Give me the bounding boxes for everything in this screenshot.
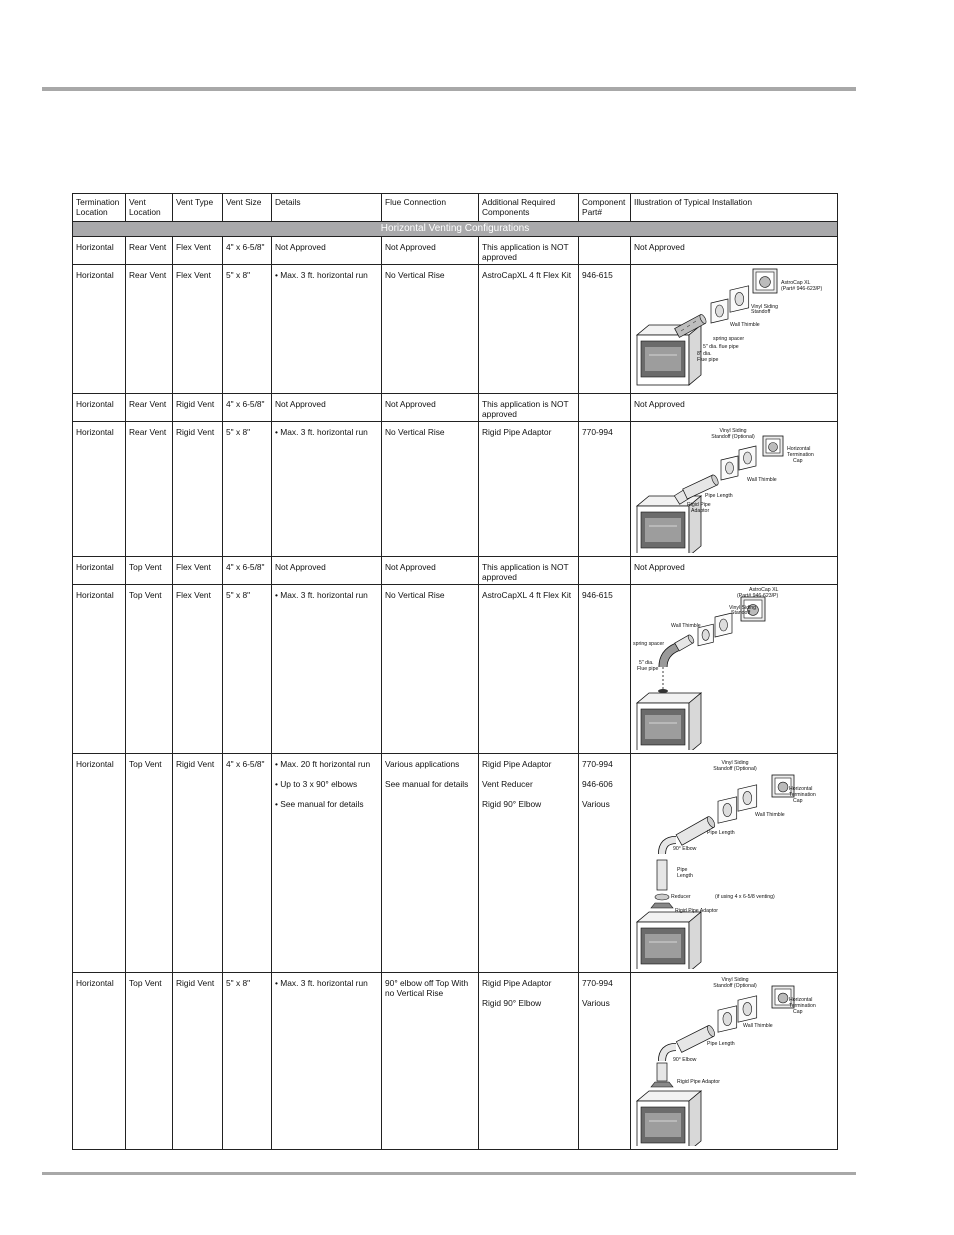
- illustration-label: spring spacer: [713, 336, 745, 342]
- vent-reducer: [655, 894, 669, 900]
- pipe-section: [657, 1063, 667, 1081]
- components-cell: [479, 973, 579, 1150]
- vent-type-cell: Flex Vent: [173, 265, 223, 394]
- part-number-cell-line: Various: [582, 799, 610, 809]
- illustration-label: Standoff: [731, 610, 751, 616]
- flue-connection-cell-line: Not Approved: [385, 562, 436, 572]
- illustration-label: Cap: [793, 458, 803, 464]
- part-number-cell-line: 770-994: [582, 759, 613, 769]
- vent-size-cell: 4" x 6-5/8": [223, 754, 272, 973]
- illustration-label: Termination: [787, 452, 814, 458]
- illustration-label: 90° Elbow: [673, 846, 697, 852]
- illustration-label: Wall Thimble: [743, 1023, 773, 1029]
- part-number-cell: [579, 585, 631, 754]
- components-cell: [479, 585, 579, 754]
- vent-size-cell: 5" x 8": [223, 585, 272, 754]
- termination-cap: [753, 269, 777, 293]
- illustration-label: Horizontal: [787, 446, 811, 452]
- details-cell: [272, 237, 382, 265]
- header-rule: [42, 87, 856, 91]
- components-cell-line: AstroCapXL 4 ft Flex Kit: [482, 270, 572, 280]
- illustration-label: 90° Elbow: [673, 1057, 697, 1063]
- illustration-label: (Part# 946-623/P): [781, 286, 823, 292]
- illustration-label: Horizontal: [789, 997, 813, 1003]
- table-row: [73, 422, 838, 557]
- wall-plate: [721, 456, 738, 480]
- section-title: Horizontal Venting Configurations: [73, 222, 838, 237]
- vent-type-cell: Rigid Vent: [173, 754, 223, 973]
- flue-connection-cell-line: Not Approved: [385, 399, 436, 409]
- header-component-part: Component Part#: [579, 194, 631, 222]
- rigid-pipe-adaptor: [651, 1082, 673, 1087]
- illustration-label: AstroCap XL: [781, 280, 811, 286]
- details-cell: [272, 754, 382, 973]
- flue-connection-cell: [382, 754, 479, 973]
- vent-location-cell: Rear Vent: [126, 265, 173, 394]
- header-additional-components: Additional Required Components: [479, 194, 579, 222]
- vent-type-cell: Flex Vent: [173, 585, 223, 754]
- components-cell-line: Rigid 90° Elbow: [482, 998, 542, 1008]
- details-cell-line: Not Approved: [275, 242, 326, 252]
- flue-connection-cell-line: Various applications: [385, 759, 460, 769]
- fireplace-drawing: [637, 912, 701, 969]
- flue-connection-cell-line: No Vertical Rise: [385, 270, 445, 280]
- illustration-label: Rigid Pipe Adaptor: [677, 1079, 720, 1085]
- vent-size-cell: 4" x 6-5/8": [223, 237, 272, 265]
- illustration-label: Horizontal: [789, 786, 813, 792]
- termination-location-cell: Horizontal: [73, 973, 126, 1150]
- header-vent-location: Vent Location: [126, 194, 173, 222]
- illustration-label: Pipe: [677, 867, 688, 873]
- details-cell: [272, 422, 382, 557]
- part-number-cell: [579, 973, 631, 1150]
- vent-location-cell: Top Vent: [126, 585, 173, 754]
- illustration-label: Flue pipe: [637, 666, 659, 672]
- header-termination-location: Termination Location: [73, 194, 126, 222]
- illustration-cell: Not Approved: [631, 394, 838, 422]
- illustration-label: (if using 4 x 6-5/8 venting): [715, 894, 775, 900]
- venting-configurations-table: [72, 193, 838, 1150]
- illustration-label: Wall Thimble: [730, 322, 760, 328]
- illustration-label: Vinyl Siding: [719, 428, 747, 434]
- termination-location-cell: Horizontal: [73, 754, 126, 973]
- details-cell: [272, 265, 382, 394]
- details-cell-line: Not Approved: [275, 562, 326, 572]
- installation-illustration: [633, 756, 834, 969]
- illustration-label: Cap: [793, 798, 803, 804]
- illustration-cell: [631, 754, 838, 973]
- vent-size-cell: 4" x 6-5/8": [223, 557, 272, 585]
- illustration-cell: [631, 422, 838, 557]
- wall-plate: [711, 299, 728, 323]
- termination-location-cell: Horizontal: [73, 265, 126, 394]
- part-number-cell-line: Various: [582, 998, 610, 1008]
- vent-size-cell: 5" x 8": [223, 265, 272, 394]
- table-row: [73, 754, 838, 973]
- fireplace-drawing: [637, 325, 701, 385]
- components-cell-line: AstroCapXL 4 ft Flex Kit: [482, 590, 572, 600]
- illustration-label: Wall Thimble: [755, 812, 785, 818]
- flue-connection-cell-line: See manual for details: [385, 779, 469, 789]
- footer-rule: [42, 1172, 856, 1175]
- details-cell: [272, 585, 382, 754]
- vent-size-cell: 4" x 6-5/8": [223, 394, 272, 422]
- illustration-label: 5" dia. flue pipe: [703, 344, 739, 350]
- illustration-label: Termination: [789, 1003, 816, 1009]
- components-cell-line: This application is NOT approved: [482, 242, 569, 262]
- illustration-label: Pipe Length: [707, 1041, 735, 1047]
- flue-connection-cell-line: No Vertical Rise: [385, 590, 445, 600]
- illustration-label: Rigid Pipe Adaptor: [675, 908, 718, 914]
- flue-connection-cell: [382, 265, 479, 394]
- details-cell-line: • Up to 3 x 90° elbows: [275, 779, 358, 789]
- vent-type-cell: Rigid Vent: [173, 422, 223, 557]
- illustration-cell: [631, 585, 838, 754]
- flue-connection-cell: [382, 237, 479, 265]
- part-number-cell-line: 770-994: [582, 427, 613, 437]
- illustration-label: Vinyl Siding: [721, 977, 749, 983]
- illustration-label: Length: [677, 873, 693, 879]
- part-number-cell: [579, 265, 631, 394]
- illustration-label: Standoff (Optional): [711, 434, 755, 440]
- flue-connection-cell-line: Not Approved: [385, 242, 436, 252]
- wall-plate: [718, 1006, 737, 1032]
- flue-connection-cell: [382, 422, 479, 557]
- illustration-label: Vinyl Siding: [721, 760, 749, 766]
- installation-illustration: [633, 424, 834, 553]
- vent-type-cell: Flex Vent: [173, 557, 223, 585]
- vent-size-cell: 5" x 8": [223, 422, 272, 557]
- vent-type-cell: Flex Vent: [173, 237, 223, 265]
- components-cell-line: Rigid Pipe Adaptor: [482, 978, 552, 988]
- flue-connection-cell-line: No Vertical Rise: [385, 427, 445, 437]
- details-cell-line: Not Approved: [275, 399, 326, 409]
- vent-location-cell: Rear Vent: [126, 422, 173, 557]
- part-number-cell: [579, 237, 631, 265]
- vent-type-cell: Rigid Vent: [173, 973, 223, 1150]
- vinyl-siding-standoff: [730, 286, 749, 312]
- details-cell-line: • See manual for details: [275, 799, 364, 809]
- details-cell-line: • Max. 3 ft. horizontal run: [275, 270, 368, 280]
- details-cell-line: • Max. 20 ft horizontal run: [275, 759, 371, 769]
- components-cell-line: Rigid Pipe Adaptor: [482, 427, 552, 437]
- illustration-label: Standoff (Optional): [713, 766, 757, 772]
- vent-location-cell: Top Vent: [126, 754, 173, 973]
- illustration-label: Flue pipe: [697, 357, 719, 363]
- table-row: [73, 557, 838, 585]
- components-cell-line: This application is NOT approved: [482, 562, 569, 582]
- vent-location-cell: Rear Vent: [126, 394, 173, 422]
- vinyl-siding-standoff: [715, 613, 732, 637]
- table-row: [73, 265, 838, 394]
- section-row: [73, 222, 838, 237]
- wall-plate: [718, 797, 737, 823]
- installation-illustration: [633, 975, 834, 1146]
- rigid-pipe-adaptor: [651, 903, 673, 908]
- components-cell-line: This application is NOT approved: [482, 399, 569, 419]
- installation-illustration: [633, 587, 834, 750]
- installation-illustration: [633, 267, 834, 390]
- illustration-label: 5" dia.: [639, 660, 654, 666]
- illustration-label: Standoff: [751, 309, 771, 315]
- illustration-label: Termination: [789, 792, 816, 798]
- table-row: [73, 585, 838, 754]
- part-number-cell: [579, 394, 631, 422]
- termination-location-cell: Horizontal: [73, 237, 126, 265]
- flue-connection-cell-line: 90° elbow off Top With no Vertical Rise: [385, 978, 469, 998]
- illustration-label: Pipe Length: [705, 493, 733, 499]
- part-number-cell: [579, 557, 631, 585]
- illustration-label: AstroCap XL: [749, 587, 779, 593]
- table-row: [73, 973, 838, 1150]
- flue-connection-cell: [382, 973, 479, 1150]
- illustration-label: Wall Thimble: [671, 623, 701, 629]
- termination-location-cell: Horizontal: [73, 394, 126, 422]
- illustration-cell: [631, 265, 838, 394]
- illustration-label: Standoff (Optional): [713, 983, 757, 989]
- details-cell: [272, 973, 382, 1150]
- pipe-section: [657, 860, 667, 890]
- header-details: Details: [272, 194, 382, 222]
- table-header-row: [73, 194, 838, 222]
- vent-location-cell: Top Vent: [126, 973, 173, 1150]
- vent-location-cell: Top Vent: [126, 557, 173, 585]
- header-flue-connection: Flue Connection: [382, 194, 479, 222]
- details-cell: [272, 557, 382, 585]
- table-row: [73, 237, 838, 265]
- part-number-cell: [579, 422, 631, 557]
- components-cell-line: Rigid Pipe Adaptor: [482, 759, 552, 769]
- termination-location-cell: Horizontal: [73, 557, 126, 585]
- vent-location-cell: Rear Vent: [126, 237, 173, 265]
- part-number-cell-line: 946-606: [582, 779, 613, 789]
- illustration-label: spring spacer: [633, 641, 665, 647]
- termination-location-cell: Horizontal: [73, 422, 126, 557]
- part-number-cell-line: 946-615: [582, 270, 613, 280]
- illustration-label: Vinyl Siding: [751, 304, 779, 310]
- header-illustration: Illustration of Typical Installation: [631, 194, 838, 222]
- details-cell-line: • Max. 3 ft. horizontal run: [275, 590, 368, 600]
- flue-connection-cell: [382, 585, 479, 754]
- termination-location-cell: Horizontal: [73, 585, 126, 754]
- part-number-cell-line: 946-615: [582, 590, 613, 600]
- vent-size-cell: 5" x 8": [223, 973, 272, 1150]
- wall-plate: [738, 996, 757, 1022]
- fireplace-drawing: [637, 1091, 701, 1146]
- wall-plate: [739, 446, 756, 470]
- details-cell-line: • Max. 3 ft. horizontal run: [275, 427, 368, 437]
- components-cell: [479, 754, 579, 973]
- components-cell: [479, 422, 579, 557]
- illustration-cell: Not Approved: [631, 557, 838, 585]
- illustration-label: Vinyl Siding: [729, 605, 757, 611]
- illustration-label: Adaptor: [691, 508, 710, 514]
- details-cell-line: • Max. 3 ft. horizontal run: [275, 978, 368, 988]
- components-cell-line: Rigid 90° Elbow: [482, 799, 542, 809]
- illustration-cell: [631, 973, 838, 1150]
- components-cell: [479, 265, 579, 394]
- part-number-cell-line: 770-994: [582, 978, 613, 988]
- flue-connection-cell: [382, 394, 479, 422]
- header-vent-type: Vent Type: [173, 194, 223, 222]
- flue-connection-cell: [382, 557, 479, 585]
- illustration-label: Cap: [793, 1009, 803, 1015]
- components-cell: [479, 394, 579, 422]
- details-cell: [272, 394, 382, 422]
- part-number-cell: [579, 754, 631, 973]
- vent-type-cell: Rigid Vent: [173, 394, 223, 422]
- illustration-label: Pipe Length: [707, 830, 735, 836]
- illustration-label: 8" dia.: [697, 351, 712, 357]
- table-row: [73, 394, 838, 422]
- illustration-label: Rigid Pipe: [687, 502, 711, 508]
- illustration-label: Reducer: [671, 894, 691, 900]
- illustration-cell: Not Approved: [631, 237, 838, 265]
- header-vent-size: Vent Size: [223, 194, 272, 222]
- illustration-label: (Part# 946-623/P): [737, 593, 779, 599]
- components-cell: [479, 557, 579, 585]
- illustration-label: Wall Thimble: [747, 477, 777, 483]
- termination-cap: [763, 436, 783, 456]
- components-cell-line: Vent Reducer: [482, 779, 533, 789]
- wall-plate: [738, 785, 757, 811]
- fireplace-drawing: [637, 693, 701, 750]
- components-cell: [479, 237, 579, 265]
- flue-collar: [658, 689, 668, 693]
